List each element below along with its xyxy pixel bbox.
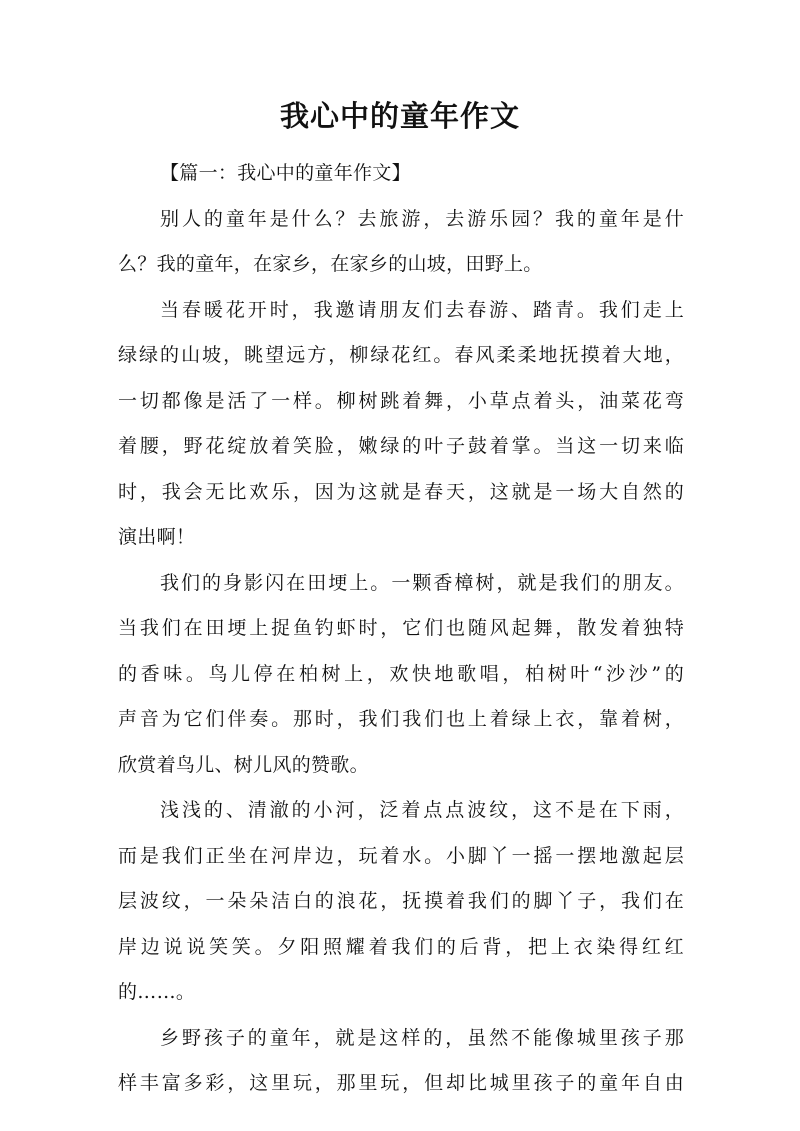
text-line: 一切都像是活了一样。柳树跳着舞，小草点着头，油菜花弯	[118, 389, 684, 412]
text-line: 声音为它们伴奏。那时，我们我们也上着绿上衣，靠着树，	[118, 708, 684, 730]
text-line: 乡野孩子的童年，就是这样的，虽然不能像城里孩子那	[160, 1026, 684, 1049]
text-line: 的……。	[118, 981, 196, 1003]
text-line: 【篇一：我心中的童年作文】	[160, 162, 411, 184]
text-line: 浅浅的、清澈的小河，泛着点点波纹，这不是在下雨，	[160, 799, 684, 821]
document-body	[118, 151, 684, 1107]
text-line: 的香味。鸟儿停在柏树上，欢快地歌唱，柏树叶“沙沙”的	[118, 662, 684, 685]
text-line: 时，我会无比欢乐，因为这就是春天，这就是一场大自然的	[118, 480, 684, 503]
text-line: 欣赏着鸟儿、树儿风的赞歌。	[118, 753, 369, 776]
text-line: 层波纹，一朵朵洁白的浪花，抚摸着我们的脚丫子，我们在	[118, 890, 684, 912]
text-line: 别人的童年是什么？去旅游，去游乐园？我的童年是什	[160, 207, 684, 230]
text-line: 着腰，野花绽放着笑脸，嫩绿的叶子鼓着掌。当这一切来临	[118, 435, 684, 457]
text-line: 样丰富多彩，这里玩，那里玩，但却比城里孩子的童年自由	[118, 1072, 684, 1094]
text-line: 当我们在田埂上捉鱼钓虾时，它们也随风起舞，散发着独特	[118, 617, 684, 639]
text-line: 当春暖花开时，我邀请朋友们去春游、踏青。我们走上	[160, 298, 684, 321]
text-line: 岸边说说笑笑。夕阳照耀着我们的后背，把上衣染得红红	[118, 935, 684, 958]
document-title: 我心中的童年作文	[279, 99, 520, 133]
text-line: 而是我们正坐在河岸边，玩着水。小脚丫一摇一摆地激起层	[118, 844, 684, 867]
text-line: 演出啊！	[118, 526, 196, 548]
text-line: 么？我的童年，在家乡，在家乡的山坡，田野上。	[118, 253, 543, 275]
text-line: 我们的身影闪在田埂上。一颗香樟树，就是我们的朋友。	[160, 571, 684, 594]
text-line: 绿绿的山坡，眺望远方，柳绿花红。春风柔柔地抚摸着大地，	[118, 344, 684, 366]
